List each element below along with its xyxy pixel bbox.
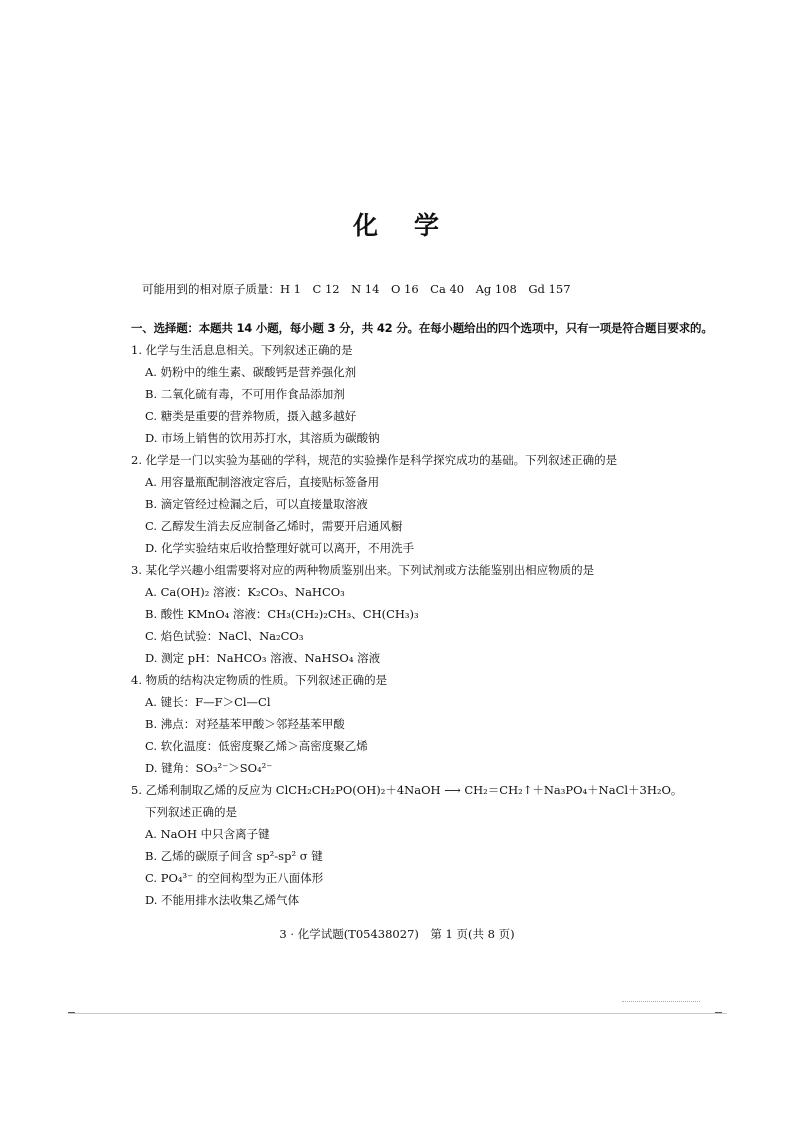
question-2-option-c: C. 乙醇发生消去反应制备乙烯时，需要开启通风橱	[145, 519, 403, 533]
question-3-option-a: A. Ca(OH)₂ 溶液：K₂CO₃、NaHCO₃	[145, 585, 345, 599]
question-1-option-a: A. 奶粉中的维生素、碳酸钙是营养强化剂	[145, 365, 357, 379]
page-footer: 3 · 化学试题(T05438027) 第 1 页(共 8 页)	[279, 927, 515, 941]
question-5-stem-continued: 下列叙述正确的是	[145, 805, 237, 819]
question-1-option-c: C. 糖类是重要的营养物质，摄入越多越好	[145, 409, 357, 423]
question-4-stem: 4. 物质的结构决定物质的性质。下列叙述正确的是	[131, 673, 388, 687]
question-1-option-d: D. 市场上销售的饮用苏打水，其溶质为碳酸钠	[145, 431, 380, 445]
question-5-option-d: D. 不能用排水法收集乙烯气体	[145, 893, 300, 907]
section-heading: 一、选择题：本题共 14 小题，每小题 3 分，共 42 分。在每小题给出的四个选项中，只有一项是符合题目要求的。	[131, 321, 713, 335]
question-2-option-d: D. 化学实验结束后收拾整理好就可以离开，不用洗手	[145, 541, 415, 555]
title-char-2: 学	[414, 211, 442, 240]
question-4-option-c: C. 软化温度：低密度聚乙烯＞高密度聚乙烯	[145, 739, 368, 753]
question-4-option-a: A. 键长：F—F＞Cl—Cl	[145, 695, 271, 709]
question-5-option-b: B. 乙烯的碳原子间含 sp²-sp² σ 键	[145, 849, 323, 863]
question-5-option-c: C. PO₄³⁻ 的空间构型为正八面体形	[145, 871, 324, 885]
question-4-option-b: B. 沸点：对羟基苯甲酸＞邻羟基苯甲酸	[145, 717, 345, 731]
left-edge-mark	[68, 1012, 75, 1013]
bottom-rule	[68, 1013, 727, 1014]
question-1-stem: 1. 化学与生活息息相关。下列叙述正确的是	[131, 343, 353, 357]
question-3-option-b: B. 酸性 KMnO₄ 溶液：CH₃(CH₂)₂CH₃、CH(CH₃)₃	[145, 607, 419, 621]
question-2-stem: 2. 化学是一门以实验为基础的学科，规范的实验操作是科学探究成功的基础。下列叙述正确的是	[131, 453, 618, 467]
question-3-option-d: D. 测定 pH：NaHCO₃ 溶液、NaHSO₄ 溶液	[145, 651, 381, 665]
question-5-option-a: A. NaOH 中只含离子键	[145, 827, 270, 841]
scan-artifact	[622, 1001, 700, 1002]
question-2-option-a: A. 用容量瓶配制溶液定容后，直接贴标签备用	[145, 475, 380, 489]
atomic-masses: 可能用到的相对原子质量：H 1 C 12 N 14 O 16 Ca 40 Ag 108 Gd 157	[142, 282, 571, 296]
right-edge-mark	[715, 1012, 722, 1013]
page-title	[0, 206, 794, 242]
question-1-option-b: B. 二氧化硫有毒，不可用作食品添加剂	[145, 387, 345, 401]
question-3-stem: 3. 某化学兴趣小组需要将对应的两种物质鉴别出来。下列试剂或方法能鉴别出相应物质的是	[131, 563, 595, 577]
title-char-1: 化	[352, 211, 380, 240]
question-4-option-d: D. 键角：SO₃²⁻＞SO₄²⁻	[145, 761, 273, 775]
question-5-stem: 5. 乙烯利制取乙烯的反应为 ClCH₂CH₂PO(OH)₂＋4NaOH ⟶ CH₂＝CH₂↑＋Na₃PO₄＋NaCl＋3H₂O。	[131, 783, 683, 797]
question-3-option-c: C. 焰色试验：NaCl、Na₂CO₃	[145, 629, 304, 643]
question-2-option-b: B. 滴定管经过检漏之后，可以直接量取溶液	[145, 497, 368, 511]
